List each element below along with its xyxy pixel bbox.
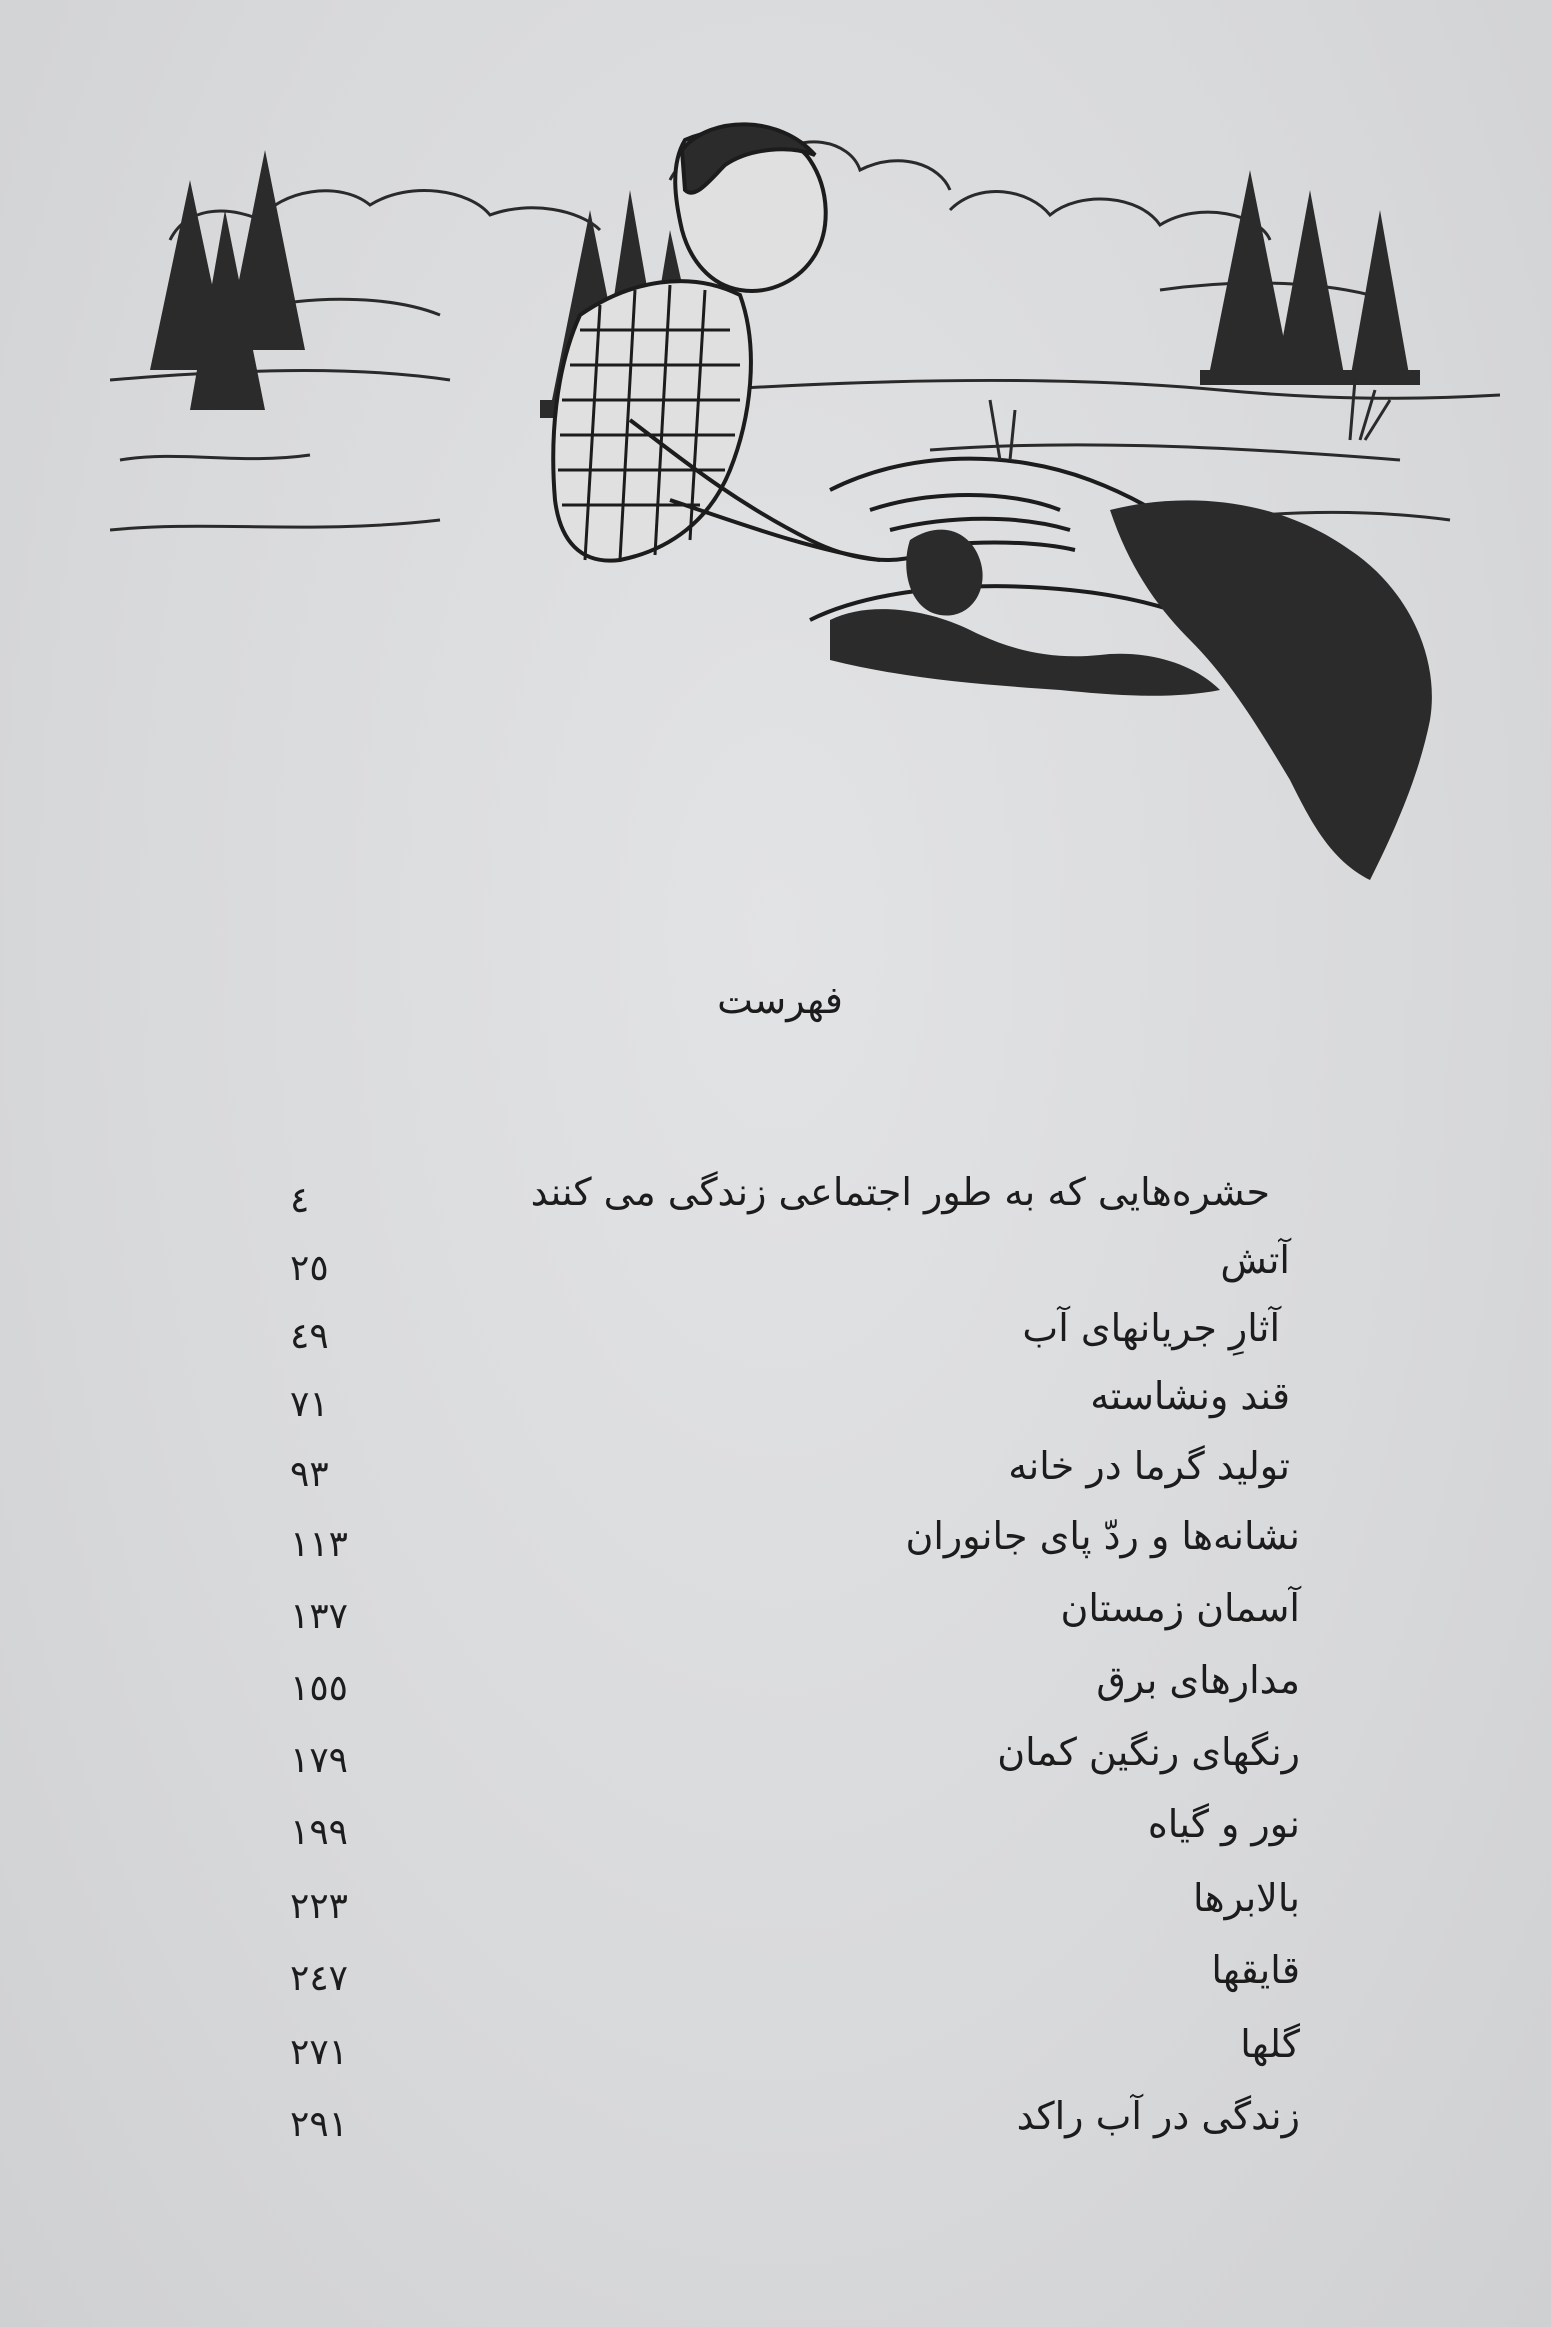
toc-page-number: ٢٥ [290,1248,329,1289]
toc-entry-title: نور و گیاه [1147,1802,1300,1846]
toc-page-number: ١٥٥ [290,1668,349,1709]
toc-entry-title: مدارهای برق [1096,1658,1300,1702]
toc-row [290,1514,1300,1574]
toc-page-number: ٢٩١ [290,2104,349,2145]
toc-page-number: ١٩٩ [290,1812,349,1853]
toc-page-number: ٧١ [290,1384,329,1425]
toc-entry-title: قند ونشاسته [1090,1374,1290,1418]
toc-page-number: ٢٧١ [290,2032,349,2073]
toc-row [290,1444,1300,1504]
toc-entry-title: رنگهای رنگین کمان [997,1730,1300,1774]
toc-row [290,2094,1300,2154]
toc-row [290,1170,1300,1230]
boy-boat-lake-illustration-icon [110,120,1500,910]
toc-entry-title: زندگی در آب راکد [1016,2094,1300,2138]
toc-entry-title: نشانه‌ها و ردّ پای جانوران [905,1514,1300,1558]
toc-row [290,1802,1300,1862]
toc-page-number: ٤ [290,1180,310,1221]
toc-row [290,1948,1300,2008]
toc-page-number: ١٧٩ [290,1740,349,1781]
toc-row [290,1876,1300,1936]
toc-entry-title: قایقها [1211,1948,1300,1992]
toc-page-number: ٤٩ [290,1316,329,1357]
toc-page-number: ٢٤٧ [290,1958,349,1999]
toc-page-number: ٩٣ [290,1454,329,1495]
toc-entry-title: بالابرها [1193,1876,1300,1920]
toc-page-number: ١٣٧ [290,1596,349,1637]
toc-row [290,1586,1300,1646]
toc-entry-title: آتش [1220,1238,1290,1282]
toc-row [290,1374,1300,1434]
toc-row [290,1238,1300,1298]
toc-entry-title: حشره‌هایی که به طور اجتماعی زندگی می کنند [530,1170,1270,1214]
toc-entry-title: گلها [1240,2022,1300,2066]
toc-entry-title: تولید گرما در خانه [1008,1444,1290,1488]
toc-page-number: ١١٣ [290,1524,349,1565]
toc-row [290,2022,1300,2082]
toc-entry-title: آثارِ جریانهای آب [1022,1306,1280,1350]
toc-entry-title: آسمان زمستان [1060,1586,1300,1630]
toc-row [290,1658,1300,1718]
toc-row [290,1730,1300,1790]
toc-row [290,1306,1300,1366]
table-of-contents [290,1170,1300,2210]
toc-page-number: ٢٢٣ [290,1886,349,1927]
toc-title: فهرست [717,978,843,1022]
